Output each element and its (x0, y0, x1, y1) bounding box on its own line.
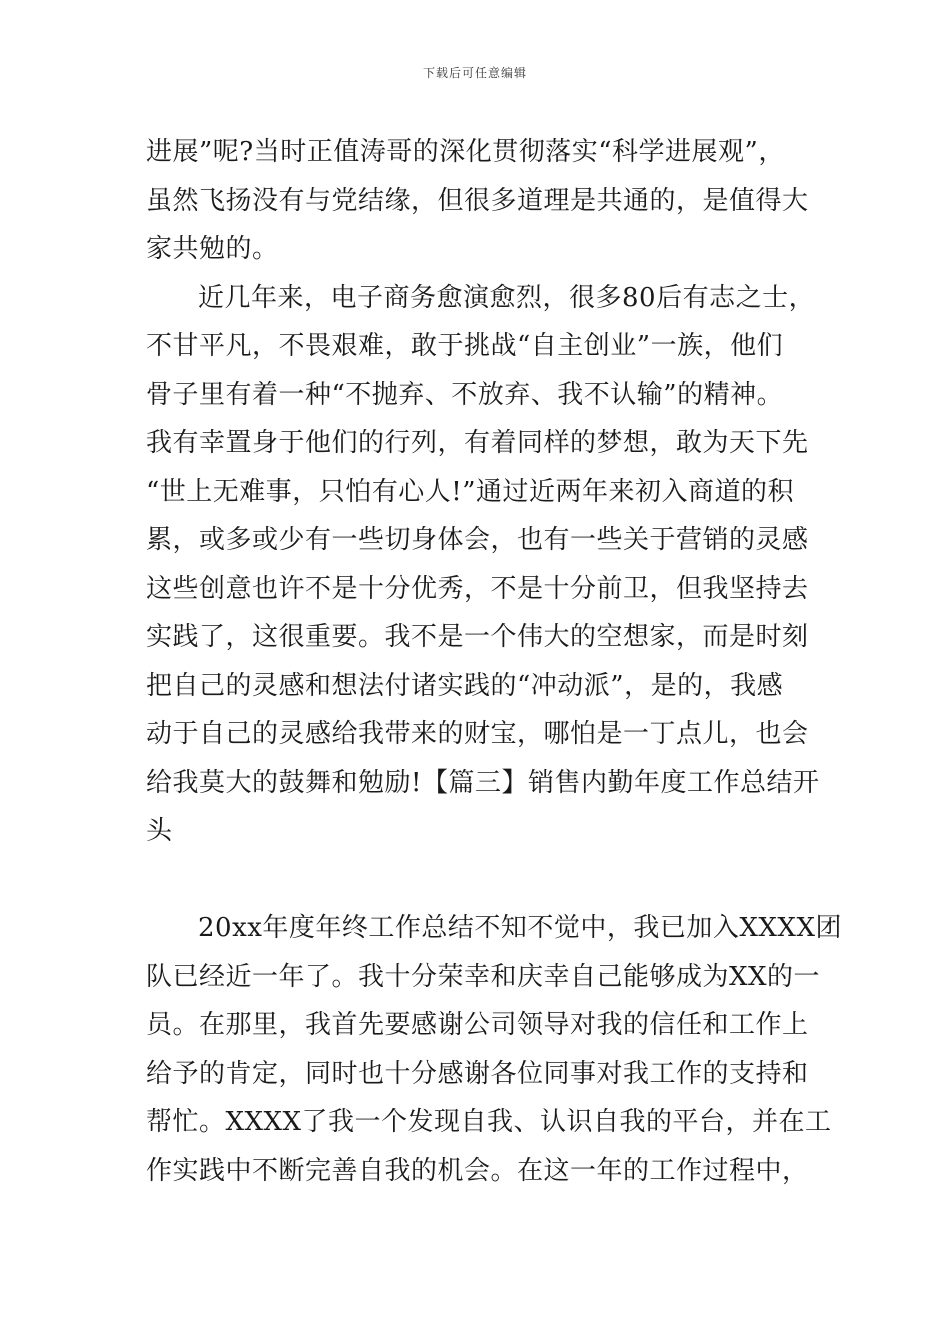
text-line: 20xx年度年终工作总结不知不觉中，我已加入XXXX团 (198, 913, 842, 943)
paragraph (146, 128, 811, 274)
text-line: 近几年来，电子商务愈演愈烈，很多80后有志之士， (198, 282, 816, 313)
text-line: 作实践中不断完善自我的机会。在这一年的工作过程中， (146, 1155, 809, 1186)
text-line: 给予的肯定，同时也十分感谢各位同事对我工作的支持和 (146, 1058, 809, 1089)
text-line: 把自己的灵感和想法付诸实践的“冲动派”，是的，我感 (146, 670, 784, 701)
text-line: 实践了，这很重要。我不是一个伟大的空想家，而是时刻 (146, 622, 809, 652)
text-line: 骨子里有着一种“不抛弃、不放弃、我不认输”的精神。 (146, 379, 784, 410)
text-line: 进展”呢?当时正值涛哥的深化贯彻落实“科学进展观”， (146, 137, 785, 167)
text-line: 员。在那里，我首先要感谢公司领导对我的信任和工作上 (146, 1010, 809, 1040)
text-line: 这些创意也许不是十分优秀，不是十分前卫，但我坚持去 (146, 573, 809, 604)
text-line: 我有幸置身于他们的行列，有着同样的梦想，敢为天下先 (146, 428, 809, 458)
text-line: 动于自己的灵感给我带来的财宝，哪怕是一丁点儿，也会 (146, 719, 809, 749)
page-header: 下载后可任意编辑 (422, 66, 527, 80)
text-line: 累，或多或少有一些切身体会，也有一些关于营销的灵感 (146, 525, 809, 555)
text-line: 不甘平凡，不畏艰难，敢于挑战“自主创业”一族，他们 (146, 331, 784, 361)
text-line: 家共勉的。 (146, 234, 279, 264)
text-line: “世上无难事，只怕有心人!”通过近两年来初入商道的积 (146, 476, 795, 507)
text-line: 帮忙。XXXX了我一个发现自我、认识自我的平台，并在工 (146, 1107, 832, 1137)
text-line: 给我莫大的鼓舞和勉励!【篇三】销售内勤年度工作总结开 (146, 767, 820, 798)
paragraph (146, 904, 842, 1195)
text-line: 头 (146, 816, 173, 846)
text-line: 队已经近一年了。我十分荣幸和庆幸自己能够成为XX的一 (146, 961, 821, 992)
paragraph-gap (146, 856, 811, 905)
paragraph (146, 274, 820, 856)
text-line: 虽然飞扬没有与党结缘，但很多道理是共通的，是值得大 (146, 185, 809, 216)
document-body (146, 128, 842, 1195)
